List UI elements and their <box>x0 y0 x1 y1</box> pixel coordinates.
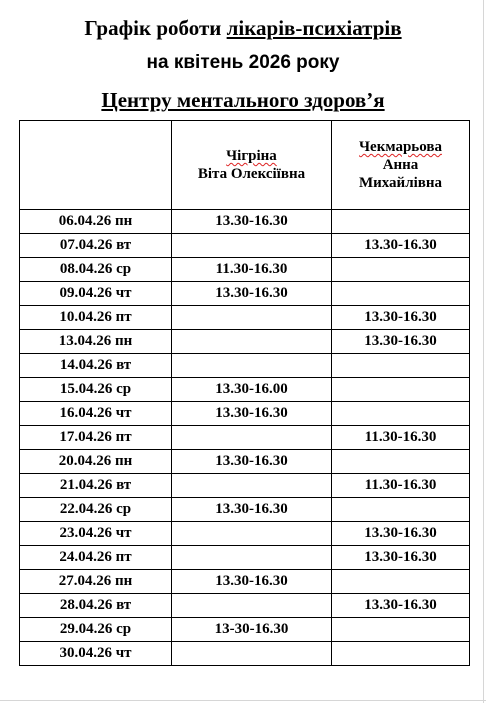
table-row <box>20 522 470 546</box>
table-row <box>20 354 470 378</box>
date-cell: 14.04.26 вт <box>20 354 172 378</box>
doctor-2-hours-cell <box>332 570 470 594</box>
doctor-2-hours-cell <box>332 258 470 282</box>
date-cell: 07.04.26 вт <box>20 234 172 258</box>
doctor-1-hours-cell: 11.30-16.30 <box>172 258 332 282</box>
header-doctor-2 <box>332 121 470 210</box>
doctor-1-hours-cell: 13.30-16.30 <box>172 210 332 234</box>
table-row <box>20 642 470 666</box>
doctor-2-patronymic: Михайлівна <box>358 175 443 191</box>
doctor-2-hours-cell <box>332 498 470 522</box>
doctor-1-hours-cell <box>172 354 332 378</box>
doctor-2-hours-cell: 11.30-16.30 <box>332 474 470 498</box>
doctor-1-hours-cell <box>172 426 332 450</box>
doctor-2-hours-cell: 13.30-16.30 <box>332 234 470 258</box>
date-cell: 21.04.26 вт <box>20 474 172 498</box>
doctor-1-hours-cell: 13.30-16.30 <box>172 282 332 306</box>
date-cell: 20.04.26 пн <box>20 450 172 474</box>
table-row <box>20 378 470 402</box>
doctor-1-hours-cell: 13.30-16.30 <box>172 498 332 522</box>
doctor-1-hours-cell: 13.30-16.30 <box>172 570 332 594</box>
header-row <box>20 121 470 210</box>
date-cell: 08.04.26 ср <box>20 258 172 282</box>
doctor-2-hours-cell: 13.30-16.30 <box>332 306 470 330</box>
date-cell: 15.04.26 ср <box>20 378 172 402</box>
date-cell: 29.04.26 ср <box>20 618 172 642</box>
date-cell: 17.04.26 пт <box>20 426 172 450</box>
title-line-2: на квітень 2026 року <box>146 52 340 73</box>
title-line-3-text: Центру ментального здоров’я <box>101 88 385 112</box>
doctor-2-hours-cell <box>332 210 470 234</box>
doctor-1-hours-cell <box>172 642 332 666</box>
schedule-table <box>19 120 470 666</box>
table-row <box>20 618 470 642</box>
date-cell: 10.04.26 пт <box>20 306 172 330</box>
doctor-2-hours-cell <box>332 450 470 474</box>
doctor-1-hours-cell: 13.30-16.30 <box>172 402 332 426</box>
doctor-2-name: Анна <box>382 157 419 173</box>
title-line-3 <box>0 88 486 113</box>
doctor-2-hours-cell <box>332 282 470 306</box>
table-row <box>20 426 470 450</box>
doctor-1-hours-cell <box>172 594 332 618</box>
doctor-2-surname: Чекмарьова <box>359 139 442 155</box>
table-row <box>20 234 470 258</box>
table-row <box>20 450 470 474</box>
table-row <box>20 210 470 234</box>
title-line-1 <box>0 16 486 41</box>
table-row <box>20 282 470 306</box>
doctor-1-surname: Чігріна <box>226 148 277 164</box>
doctor-2-hours-cell <box>332 618 470 642</box>
title-line-1-prefix: Графік роботи <box>84 16 227 40</box>
table-row <box>20 546 470 570</box>
doctor-1-hours-cell: 13.30-16.30 <box>172 450 332 474</box>
table-row <box>20 474 470 498</box>
table-row <box>20 258 470 282</box>
date-cell: 30.04.26 чт <box>20 642 172 666</box>
doctor-1-hours-cell <box>172 234 332 258</box>
doctor-1-hours-cell <box>172 546 332 570</box>
header-doctor-1 <box>172 121 332 210</box>
doctor-2-hours-cell <box>332 642 470 666</box>
date-cell: 28.04.26 вт <box>20 594 172 618</box>
doctor-2-hours-cell <box>332 378 470 402</box>
doctor-1-hours-cell <box>172 306 332 330</box>
doctor-2-hours-cell: 13.30-16.30 <box>332 330 470 354</box>
doctor-2-hours-cell: 11.30-16.30 <box>332 426 470 450</box>
page-edge-bottom <box>0 700 486 701</box>
title-line-1-underlined: лікарів-психіатрів <box>226 16 402 40</box>
table-row <box>20 594 470 618</box>
date-cell: 23.04.26 чт <box>20 522 172 546</box>
date-cell: 09.04.26 чт <box>20 282 172 306</box>
doctor-2-hours-cell: 13.30-16.30 <box>332 546 470 570</box>
table-row <box>20 330 470 354</box>
table-row <box>20 306 470 330</box>
doctor-1-name: Віта Олексіївна <box>197 166 306 182</box>
table-row <box>20 498 470 522</box>
doctor-1-hours-cell: 13-30-16.30 <box>172 618 332 642</box>
doctor-2-hours-cell: 13.30-16.30 <box>332 594 470 618</box>
doctor-2-hours-cell <box>332 354 470 378</box>
doctor-1-hours-cell: 13.30-16.00 <box>172 378 332 402</box>
date-cell: 27.04.26 пн <box>20 570 172 594</box>
date-cell: 13.04.26 пн <box>20 330 172 354</box>
doctor-2-hours-cell: 13.30-16.30 <box>332 522 470 546</box>
date-cell: 24.04.26 пт <box>20 546 172 570</box>
table-row <box>20 570 470 594</box>
date-cell: 06.04.26 пн <box>20 210 172 234</box>
doctor-1-hours-cell <box>172 522 332 546</box>
doctor-1-hours-cell <box>172 474 332 498</box>
header-date-cell <box>20 121 172 210</box>
doctor-1-hours-cell <box>172 330 332 354</box>
table-row <box>20 402 470 426</box>
date-cell: 16.04.26 чт <box>20 402 172 426</box>
date-cell: 22.04.26 ср <box>20 498 172 522</box>
doctor-2-hours-cell <box>332 402 470 426</box>
